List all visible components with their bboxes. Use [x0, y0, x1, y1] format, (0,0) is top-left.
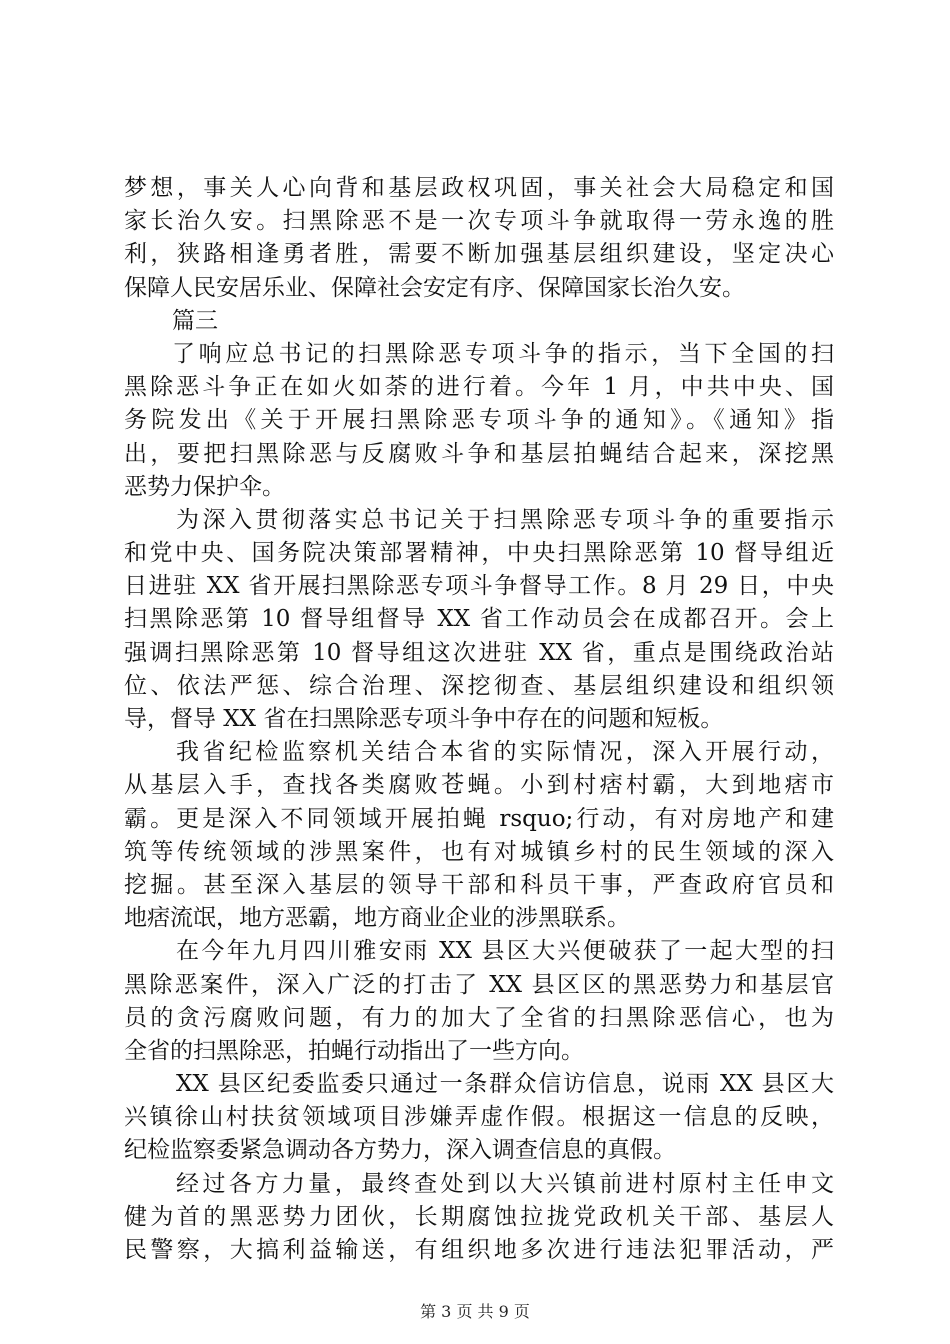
text-line: 兴镇徐山村扶贫领域项目涉嫌弄虚作假。根据这一信息的反映，: [124, 1104, 834, 1131]
text-line: 务院发出《关于开展扫黑除恶专项斗争的通知》。《通知》指: [124, 407, 834, 434]
text-line: 地痞流氓，地方恶霸，地方商业企业的涉黑联系。: [124, 905, 630, 932]
text-line: 健为首的黑恶势力团伙，长期腐蚀拉拢党政机关干部、基层人: [124, 1203, 834, 1230]
text-line: 出，要把扫黑除恶与反腐败斗争和基层拍蝇结合起来，深挖黑: [124, 440, 834, 467]
text-line: 为深入贯彻落实总书记关于扫黑除恶专项斗争的重要指示: [176, 506, 834, 533]
text-line: 位、依法严惩、综合治理、深挖彻查、基层组织建设和组织领: [124, 672, 834, 699]
text-line: 经过各方力量，最终查处到以大兴镇前进村原村主任申文: [176, 1170, 834, 1197]
text-line: 黑除恶斗争正在如火如荼的进行着。今年 1 月，中共中央、国: [124, 374, 834, 401]
text-line: 扫黑除恶第 10 督导组督导 XX 省工作动员会在成都召开。会上: [124, 606, 834, 633]
text-line: 霸。更是深入不同领域开展拍蝇 rsquo;行动，有对房地产和建: [124, 805, 834, 832]
text-line: 民警察，大搞利益输送，有组织地多次进行违法犯罪活动，严: [124, 1237, 834, 1263]
text-line: 强调扫黑除恶第 10 督导组这次进驻 XX 省，重点是围绕政治站: [124, 639, 834, 666]
section-heading: 篇三: [172, 307, 218, 334]
text-line: 纪检监察委紧急调动各方势力，深入调查信息的真假。: [124, 1137, 676, 1164]
text-line: 我省纪检监察机关结合本省的实际情况，深入开展行动，: [176, 739, 834, 766]
text-line: 黑除恶案件，深入广泛的打击了 XX 县区区的黑恶势力和基层官: [124, 971, 834, 998]
text-line: XX 县区纪委监委只通过一条群众信访信息，说雨 XX 县区大: [176, 1071, 834, 1098]
text-line: 保障人民安居乐业、保障社会安定有序、保障国家长治久安。: [124, 274, 745, 301]
text-line: 梦想，事关人心向背和基层政权巩固，事关社会大局稳定和国: [124, 175, 834, 201]
text-line: 恶势力保护伞。: [124, 473, 285, 500]
text-line: 全省的扫黑除恶，拍蝇行动指出了一些方向。: [124, 1037, 584, 1064]
text-line: 在今年九月四川雅安雨 XX 县区大兴便破获了一起大型的扫: [176, 938, 834, 965]
document-body: [124, 172, 834, 1267]
text-line: 家长治久安。扫黑除恶不是一次专项斗争就取得一劳永逸的胜: [124, 208, 834, 235]
text-line: 员的贪污腐败问题，有力的加大了全省的扫黑除恶信心，也为: [124, 1004, 834, 1031]
page-number-footer: 第 3 页 共 9 页: [420, 1302, 530, 1321]
text-line: 了响应总书记的扫黑除恶专项斗争的指示，当下全国的扫: [172, 340, 834, 367]
text-line: 挖掘。甚至深入基层的领导干部和科员干事，严查政府官员和: [124, 871, 834, 898]
text-line: 日进驻 XX 省开展扫黑除恶专项斗争督导工作。8 月 29 日，中央: [124, 573, 834, 600]
text-line: 从基层入手，查找各类腐败苍蝇。小到村痞村霸，大到地痞市: [124, 772, 834, 799]
text-line: 筑等传统领域的涉黑案件，也有对城镇乡村的民生领域的深入: [124, 838, 834, 865]
text-line: 导，督导 XX 省在扫黑除恶专项斗争中存在的问题和短板。: [124, 706, 724, 732]
text-line: 利，狭路相逢勇者胜，需要不断加强基层组织建设，坚定决心: [124, 241, 834, 268]
text-line: 和党中央、国务院决策部署精神，中央扫黑除恶第 10 督导组近: [124, 540, 834, 567]
